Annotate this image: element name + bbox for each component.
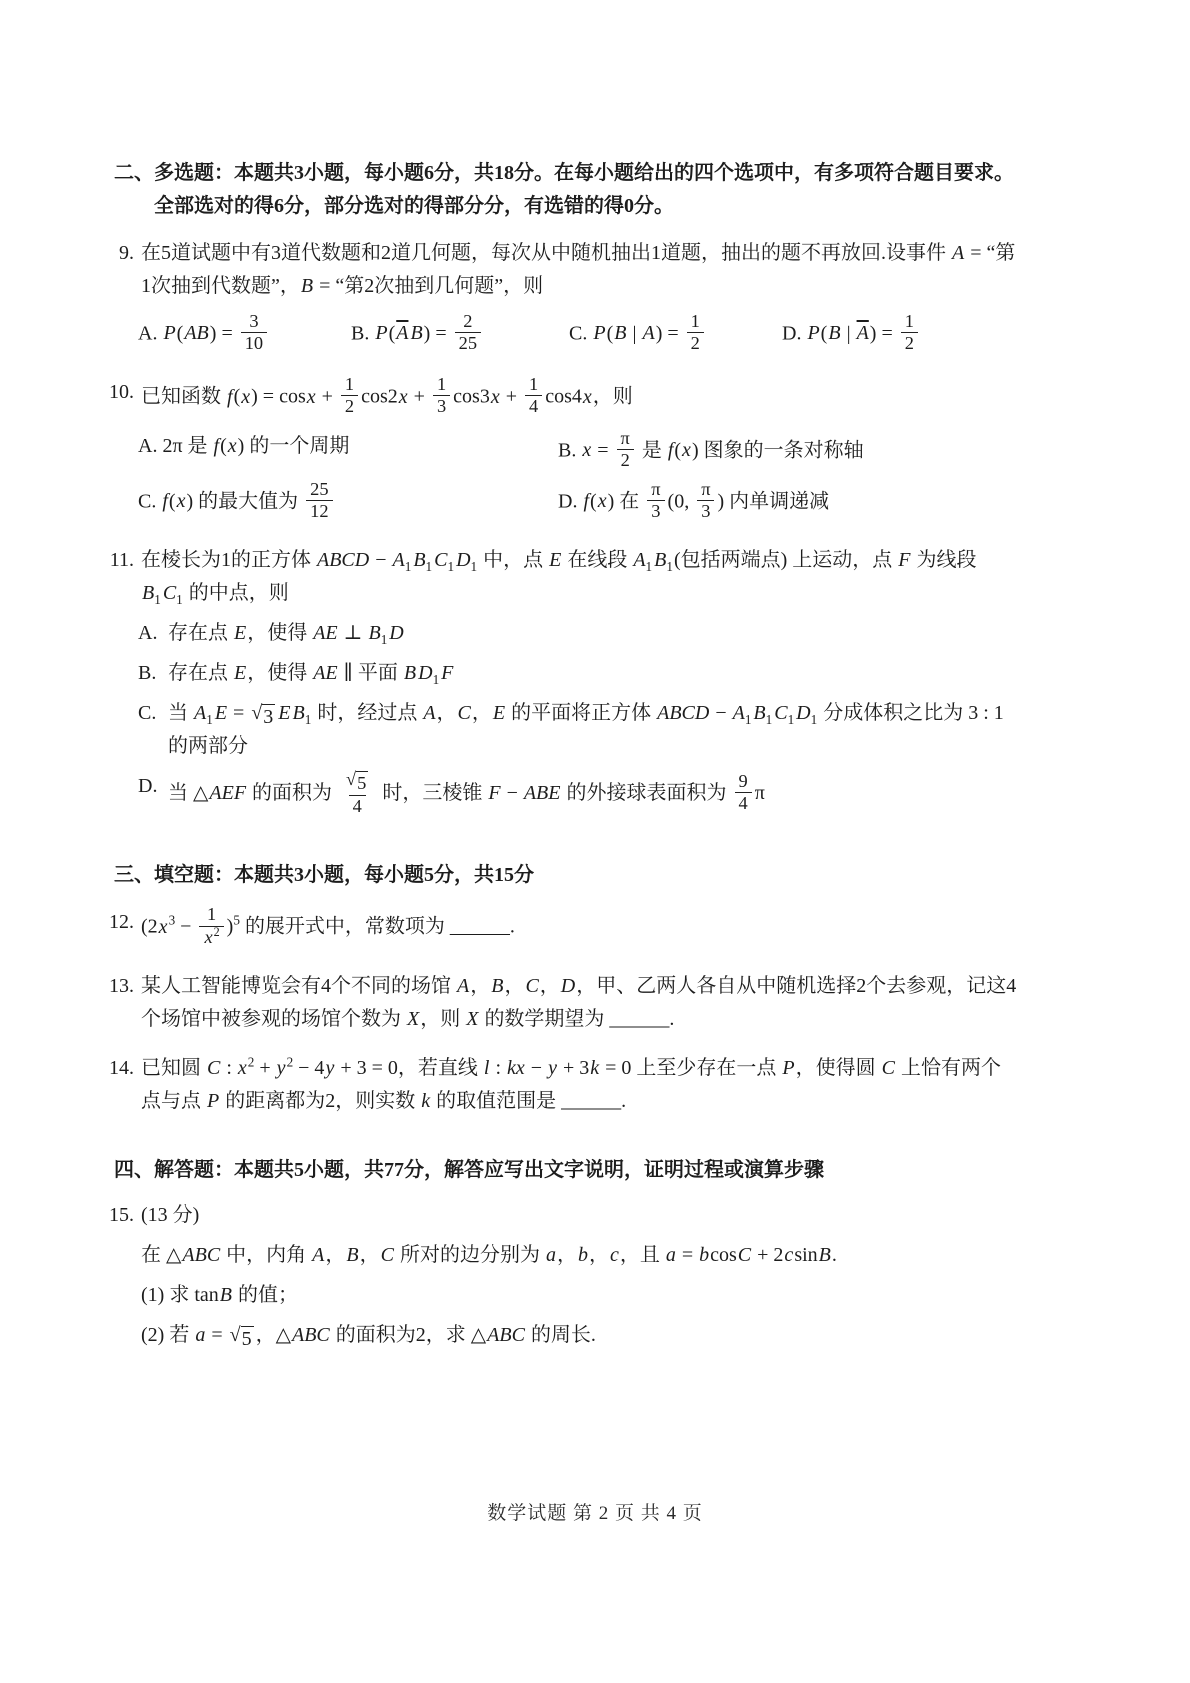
item-text: ($2x^3$ − $\frac{1}{x^2}$ )$^5$ 的展开式中，常数项为 ______. <box>141 904 515 947</box>
item-text: (2) 若 a = √ 5 ，△ABC 的面积为2，求 △ABC 的周长. <box>141 1323 596 1350</box>
item-text: 在5道试题中有3道代数题和2道几何题，每次从中随机抽出1道题，抽出的题不再放回.设事件 A = “第1次抽到代数题”，B = “第2次抽到几何题”，则 <box>141 242 1016 297</box>
item-text: 某人工智能博览会有4个不同的场馆 A，B，C，D，甲、乙两人各自从中随机选择2个去参观，记这4个场馆中被参观的场馆个数为 X，则 X 的数学期望为 ______. <box>141 974 1017 1030</box>
item-text: 当 $A_1$ E = √ 3 E $B_1$ 时，经过点 A，C，E 的平面将正方体 ABCD − $A_1$ $B_1$ $C_1$ $D_1$ 分成体积之比为 3 : 1 的两部分 <box>168 702 1004 758</box>
question-10-options-row-1 <box>138 427 1018 473</box>
item-label: 10. <box>109 381 134 404</box>
exam-content <box>100 150 1018 1352</box>
item-text: 当 △AEF 的面积为 √ 5 4 时，三棱锥 F − ABE 的外接球表面积为 $\frac{9}{4}$ π <box>168 769 765 817</box>
question-9-options <box>138 313 1018 356</box>
section-header-4 <box>114 1154 1018 1187</box>
question-10-options-row-2 <box>138 478 1018 524</box>
question-15 <box>100 1199 1018 1232</box>
question-14 <box>100 1052 1018 1118</box>
question-12 <box>100 906 1018 949</box>
item-label: 三、 <box>114 864 154 887</box>
item-label: 9. <box>119 242 134 264</box>
question-11-option-d <box>138 770 1018 819</box>
item-text: 存在点 E，使得 AE ∥ 平面 B $D_1$ F <box>168 662 454 688</box>
item-label: 11. <box>109 549 134 572</box>
item-label: B. <box>138 662 157 685</box>
item-label: 15. <box>109 1203 134 1226</box>
option-cell: C. P(B | A) = $\frac{1}{2}$ <box>569 313 782 356</box>
option-cell: B. $P(\overline{A}$ B) = $\frac{2}{25}$ <box>351 313 569 356</box>
question-15-body <box>141 1239 1018 1272</box>
item-text: 已知圆 C : $x^2 + y^2 - 4y + 3 = 0$，若直线 l : kx − y + 3k = 0 上至少存在一点 P，使得圆 C 上恰有两个点与点 P 的距离都为2，则实数 k 的取值范围是 ______. <box>141 1054 1001 1112</box>
option-cell: C. f(x) 的最大值为 $\frac{25}{12}$ <box>138 481 558 524</box>
option-cell: B. x = $\frac{\pi}{2}$ 是 f(x) 图象的一条对称轴 <box>558 427 864 470</box>
question-9 <box>100 237 1018 303</box>
item-text: 存在点 E，使得 AE ⊥ $B_1$ D <box>168 622 404 648</box>
item-label: A. <box>138 622 158 645</box>
item-label: 14. <box>109 1056 134 1079</box>
question-13 <box>100 970 1018 1036</box>
item-text: 多选题：本题共3小题，每小题6分，共18分。在每小题给出的四个选项中，有多项符合题目要求。全部选对的得6分，部分选对的得部分分，有选错的得0分。 <box>154 162 1014 217</box>
item-text: 填空题：本题共3小题，每小题5分，共15分 <box>154 864 534 887</box>
option-cell: A. P(AB) = $\frac{3}{10}$ <box>138 313 351 356</box>
question-15-part-2 <box>141 1319 1018 1352</box>
item-label: 13. <box>109 974 134 997</box>
item-text: 解答题：本题共5小题，共77分，解答应写出文字说明，证明过程或演算步骤 <box>154 1158 824 1181</box>
question-11-option-a <box>138 617 1018 650</box>
option-cell: D. P(B | $\overline{A}$) = $\frac{1}{2}$ <box>782 313 1018 356</box>
item-text: (1) 求 tanB 的值； <box>141 1283 298 1306</box>
question-15-part-1 <box>141 1279 1018 1312</box>
question-11 <box>100 544 1018 610</box>
item-label: 四、 <box>114 1158 154 1181</box>
item-text: 已知函数 f(x) = cosx + $\frac{1}{2}$ cos2x + $\frac{1}{3}$ cos3x + $\frac{1}{4}$ cos4x，则 <box>141 374 633 417</box>
item-label: 12. <box>109 911 134 934</box>
option-cell: A. 2π 是 f(x) 的一个周期 <box>138 434 350 457</box>
section-header-2 <box>114 157 1018 223</box>
item-text: (13 分) <box>141 1203 200 1226</box>
question-11-option-b <box>138 657 1018 690</box>
question-11-option-c <box>138 697 1018 763</box>
option-cell: D. f(x) 在 $\frac{\pi}{3}$ (0, $\frac{\pi}{3}$ ) 内单调递减 <box>558 478 830 522</box>
question-10 <box>100 376 1018 419</box>
item-text: 在 △ABC 中，内角 A，B，C 所对的边分别为 a，b，c，且 a = bcosC + 2csinB. <box>141 1243 837 1266</box>
item-label: C. <box>138 702 157 725</box>
item-label: D. <box>138 775 158 798</box>
section-header-3 <box>114 859 1018 892</box>
item-label: 二、 <box>114 162 154 184</box>
page-footer: 数学试题 第 2 页 共 4 页 <box>487 1503 703 1524</box>
item-text: 在棱长为1的正方体 ABCD − $A_1$ $B_1$ $C_1$ $D_1$ 中，点 E 在线段 $A_1$ $B_1$(包括两端点) 上运动，点 F 为线段 $B_1$ $C_1$ 的中点，则 <box>141 549 977 608</box>
